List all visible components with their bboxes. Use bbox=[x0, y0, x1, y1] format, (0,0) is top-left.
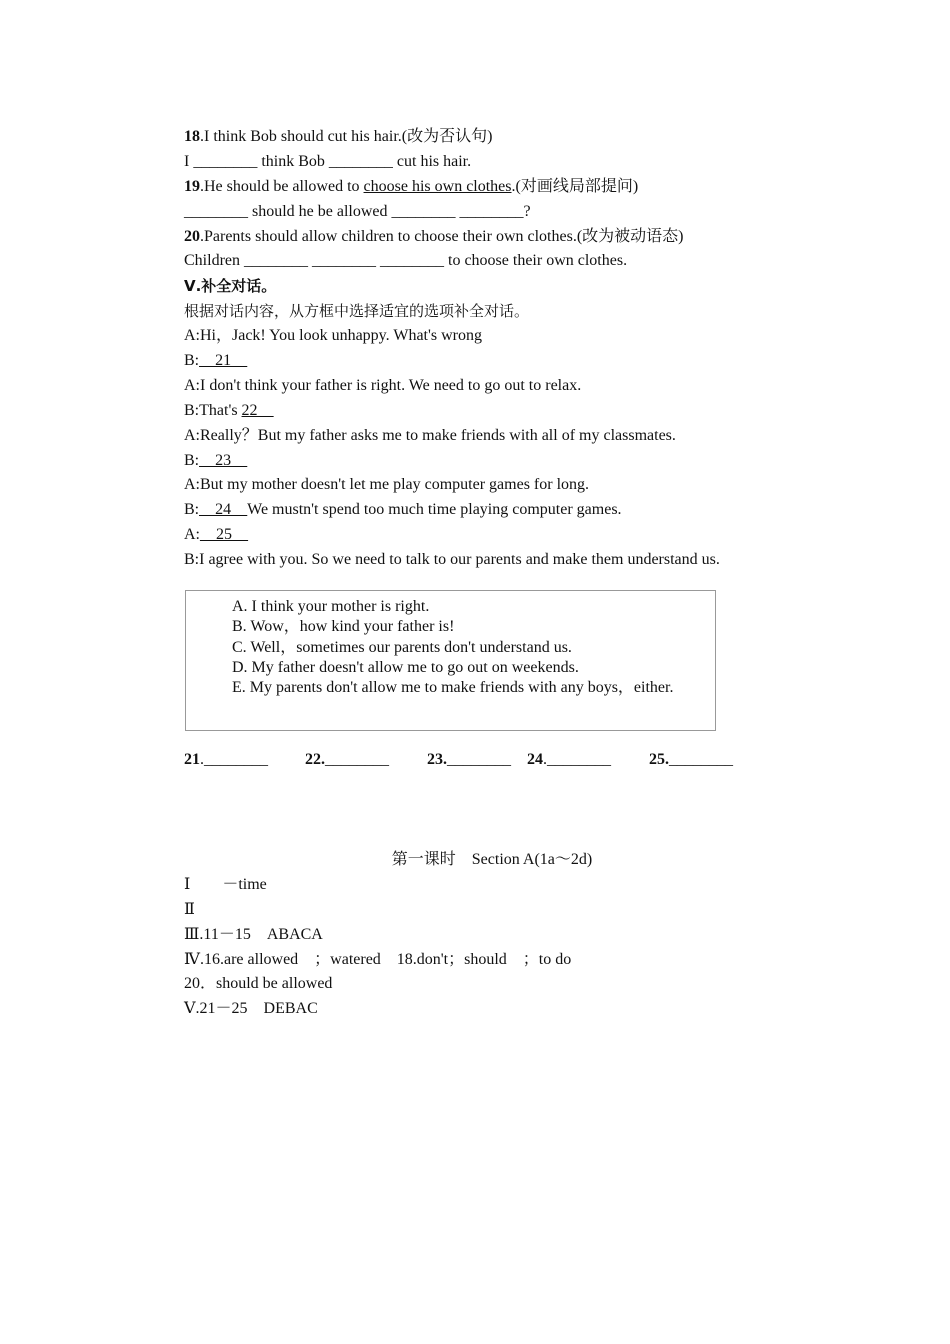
dialogue-line bbox=[184, 424, 804, 449]
dialogue-blank: __25__ bbox=[200, 526, 248, 544]
options-box bbox=[185, 590, 716, 731]
answer-blank-line: ________ bbox=[325, 751, 389, 768]
q18-fill: I ________ think Bob ________ cut his hair. bbox=[184, 152, 472, 170]
dialogue-line bbox=[184, 449, 804, 474]
dialogue-text: A:But my mother doesn't let me play computer games for long. bbox=[184, 476, 590, 494]
option-b: B. Wow，how kind your father is! bbox=[232, 618, 455, 636]
q19-pre: .He should be allowed to bbox=[200, 177, 364, 195]
section5-instruction: 根据对话内容，从方框中选择适宜的选项补全对话。 bbox=[184, 302, 530, 321]
dialogue-line bbox=[184, 473, 804, 498]
dialogue-text: A:Hi，Jack! You look unhappy. What's wrong bbox=[184, 327, 482, 345]
q18-line bbox=[184, 125, 804, 150]
answer-key-title: 第一课时 Section A(1a～2d) bbox=[391, 851, 593, 868]
answer-key-line: Ⅲ.11－15 ABACA bbox=[184, 925, 323, 943]
dialogue-line bbox=[184, 324, 804, 349]
answer-blank-number: 23. bbox=[427, 751, 447, 768]
q20-text: .Parents should allow children to choose their own clothes.(改为被动语态) bbox=[200, 227, 684, 245]
dialogue-line bbox=[184, 498, 804, 523]
q18-text: .I think Bob should cut his hair.(改为否认句) bbox=[200, 128, 493, 145]
answer-blank-line: ________ bbox=[447, 751, 511, 768]
answer-key-line: 20．should be allowed bbox=[184, 975, 333, 993]
answer-blank-24 bbox=[527, 748, 611, 773]
answer-blank-number: 21 bbox=[184, 751, 200, 768]
dialogue-speaker: B: bbox=[184, 451, 200, 469]
dialogue-blank: 22__ bbox=[241, 401, 274, 419]
answer-key bbox=[184, 848, 804, 1022]
dialogue-line bbox=[184, 523, 804, 548]
q19-underlined: choose his own clothes bbox=[363, 177, 512, 195]
answer-blank-25 bbox=[649, 748, 733, 773]
option-a: A. I think your mother is right. bbox=[232, 598, 430, 615]
answer-key-line: Ⅳ.16.are allowed ；watered 18.don't；should ；to do bbox=[184, 950, 572, 968]
answer-blank-number: 22. bbox=[305, 751, 325, 768]
q19-post: .(对画线局部提问) bbox=[511, 177, 639, 195]
q20-number: 20 bbox=[184, 227, 200, 245]
answer-key-line: Ⅰ －time bbox=[184, 875, 267, 893]
answer-key-line: Ⅴ.21－25 DEBAC bbox=[184, 1000, 318, 1018]
q19-number: 19 bbox=[184, 177, 200, 195]
option-c: C. Well，sometimes our parents don't understand us. bbox=[232, 638, 572, 656]
dialogue-blank: __23__ bbox=[199, 451, 248, 469]
dialogue-line bbox=[184, 374, 804, 399]
dialogue-text: We mustn't spend too much time playing computer games. bbox=[247, 501, 622, 519]
option-e: E. My parents don't allow me to make friends with any boys，either. bbox=[232, 679, 674, 697]
dialogue-blank: __21__ bbox=[199, 352, 248, 370]
dialogue-speaker: B: bbox=[184, 352, 200, 370]
q20-fill: Children ________ ________ ________ to choose their own clothes. bbox=[184, 252, 628, 270]
answer-key-line: Ⅱ bbox=[184, 900, 195, 918]
dialogue-line bbox=[184, 349, 804, 374]
option-d: D. My father doesn't allow me to go out on weekends. bbox=[232, 658, 579, 676]
exercise-content bbox=[184, 125, 804, 573]
q20-line bbox=[184, 225, 804, 250]
dialogue-blank: __24__ bbox=[199, 501, 248, 519]
dialogue-speaker: B: bbox=[184, 501, 200, 519]
dialogue-text: B:I agree with you. So we need to talk to our parents and make them understand us. bbox=[184, 551, 720, 569]
dialogue bbox=[184, 324, 804, 573]
answer-blank-21 bbox=[184, 748, 268, 773]
section5-heading: Ⅴ.补全对话。 bbox=[184, 277, 277, 296]
answer-blank-number: 24 bbox=[527, 751, 543, 768]
options-list bbox=[232, 597, 673, 698]
answer-blank-line: .________ bbox=[543, 751, 611, 768]
q18-number: 18 bbox=[184, 128, 200, 145]
answer-blank-23 bbox=[427, 748, 511, 773]
answer-blank-line: .________ bbox=[200, 751, 268, 768]
dialogue-text: A:Really？But my father asks me to make friends with all of my classmates. bbox=[184, 426, 676, 444]
dialogue-text: A:I don't think your father is right. We need to go out to relax. bbox=[184, 376, 582, 394]
answer-blank-line: ________ bbox=[669, 751, 733, 768]
dialogue-text: B:That's bbox=[184, 401, 242, 419]
q19-fill: ________ should he be allowed ________ ________? bbox=[184, 202, 531, 220]
dialogue-line bbox=[184, 548, 804, 573]
q19-line bbox=[184, 175, 804, 200]
dialogue-line bbox=[184, 399, 804, 424]
answer-blank-22 bbox=[305, 748, 389, 773]
answer-blank-number: 25. bbox=[649, 751, 669, 768]
dialogue-speaker: A: bbox=[184, 526, 200, 544]
